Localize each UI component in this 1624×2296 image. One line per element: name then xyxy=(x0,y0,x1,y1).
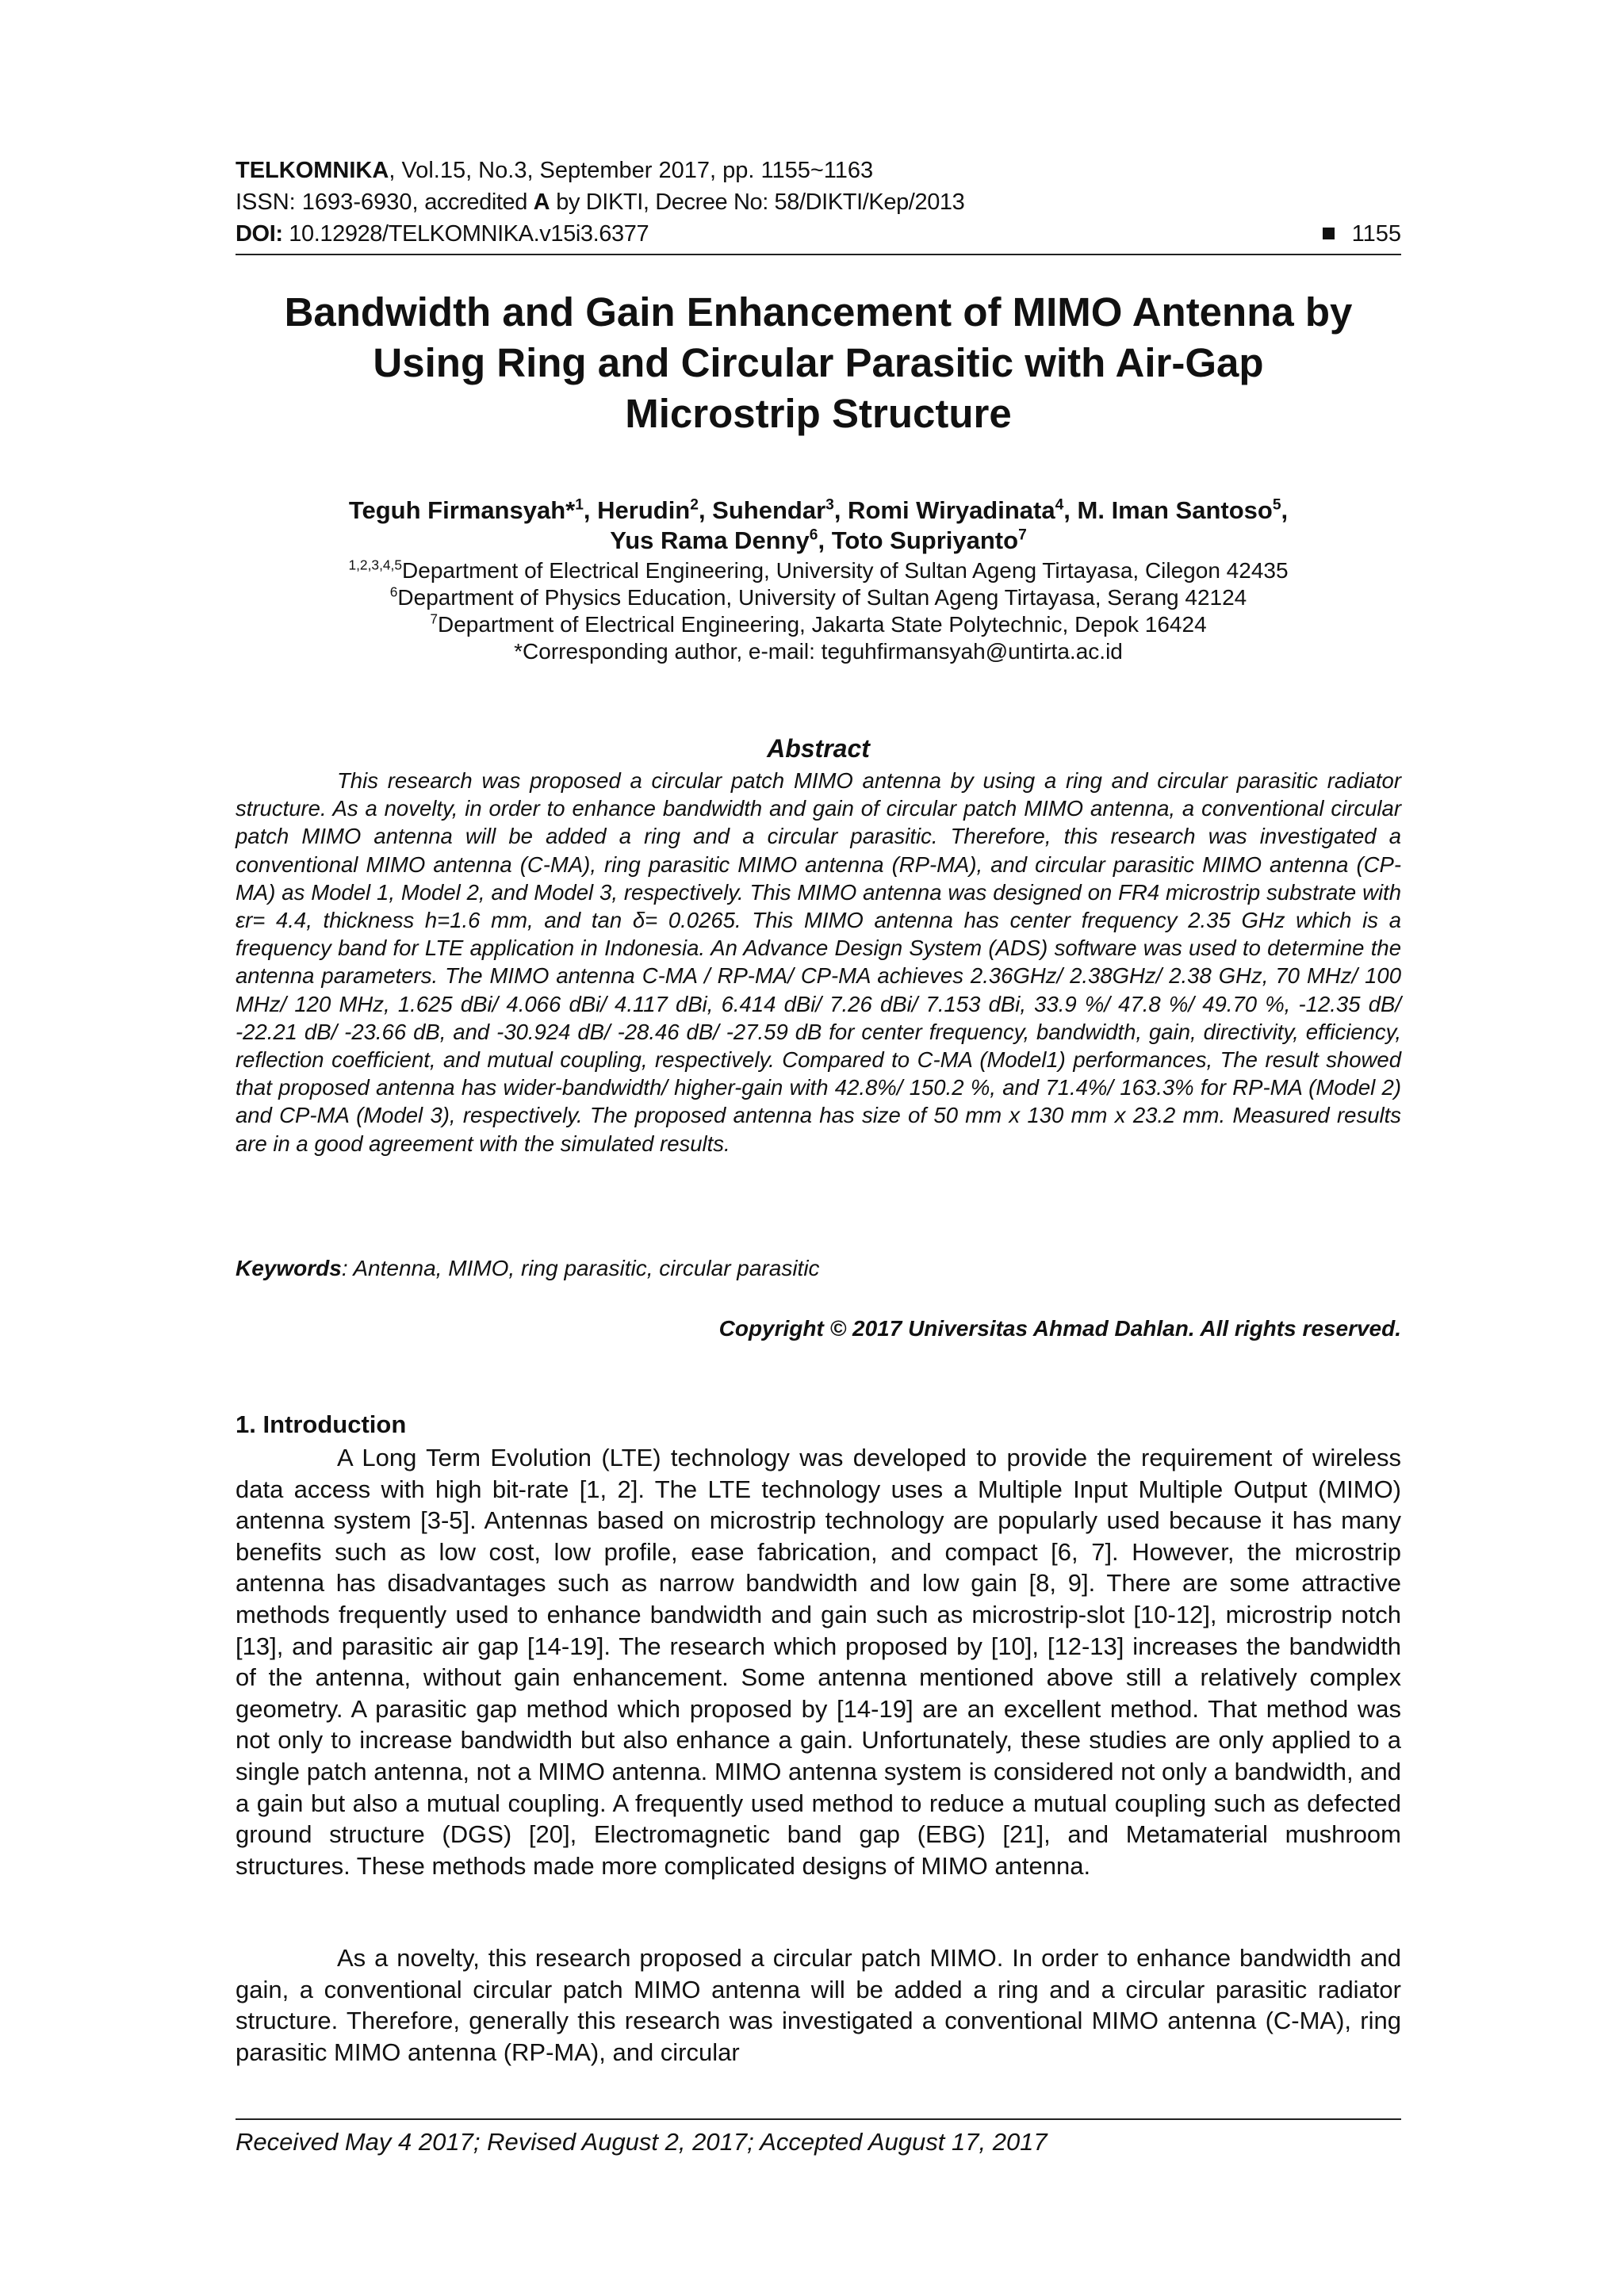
author-sup: 4 xyxy=(1055,496,1064,514)
author-line-2 xyxy=(236,526,1401,556)
affil-sup: 6 xyxy=(389,584,398,600)
affil-text: Department of Electrical Engineering, Jakarta State Polytechnic, Depok 16424 xyxy=(438,612,1207,637)
abstract-heading: Abstract xyxy=(767,734,870,763)
affil-sup: 1,2,3,4,5 xyxy=(348,557,403,573)
received-dates: Received May 4 2017; Revised August 2, 2017; Accepted August 17, 2017 xyxy=(236,2128,1048,2156)
corresponding-author: *Corresponding author, e-mail: teguhfirmansyah@untirta.ac.id xyxy=(514,639,1123,664)
header-rule xyxy=(236,254,1401,255)
journal-name: TELKOMNIKA xyxy=(236,158,389,183)
volume-info: , Vol.15, No.3, September 2017, pp. 1155~1163 xyxy=(389,158,874,183)
author-sup: 6 xyxy=(809,526,818,544)
author-sup: 1 xyxy=(575,496,584,514)
keywords xyxy=(236,1254,1401,1283)
issn-line xyxy=(236,189,1401,216)
author-name: Teguh Firmansyah* xyxy=(348,496,576,524)
author-comma: , xyxy=(1281,496,1289,524)
author-line-1 xyxy=(236,496,1401,526)
author-name: , Suhendar xyxy=(698,496,826,524)
journal-line xyxy=(236,157,1401,184)
affil-text: Department of Physics Education, University of Sultan Ageng Tirtayasa, Serang 42124 xyxy=(397,585,1247,610)
section-heading-introduction: 1. Introduction xyxy=(236,1410,407,1438)
issn: ISSN: 1693-6930, xyxy=(236,189,419,215)
decree-text: by DIKTI, Decree No: 58/DIKTI/Kep/2013 xyxy=(550,189,965,215)
author-name: Yus Rama Denny xyxy=(610,526,810,554)
accredited-text: accredited xyxy=(418,189,534,215)
keywords-label: Keywords xyxy=(236,1256,342,1280)
author-sup: 2 xyxy=(690,496,699,514)
accred-grade: A xyxy=(533,189,550,215)
author-list xyxy=(236,496,1401,556)
doi-value: 10.12928/TELKOMNIKA.v15i3.6377 xyxy=(282,221,649,247)
intro-paragraph-2: As a novelty, this research proposed a circular patch MIMO. In order to enhance bandwidth and gain, a conventional circular patch MIMO antenna will be added a ring and a circular parasitic radiator structure. Therefore, generally this research was investigated a conventional MIMO antenna (C-MA), ring parasitic MIMO antenna (RP-MA), and circular xyxy=(236,1944,1401,2066)
paper-title xyxy=(236,287,1401,439)
title-line-1: Bandwidth and Gain Enhancement of MIMO Antenna by xyxy=(284,289,1353,335)
author-name: , Herudin xyxy=(583,496,691,524)
affiliations xyxy=(236,557,1401,665)
square-bullet-icon xyxy=(1323,228,1335,239)
affiliation-2 xyxy=(236,584,1401,611)
author-name: , Romi Wiryadinata xyxy=(833,496,1055,524)
doi-label: DOI: xyxy=(236,221,283,247)
author-name: , M. Iman Santoso xyxy=(1063,496,1273,524)
affiliation-1 xyxy=(236,557,1401,584)
page-number: 1155 xyxy=(1351,221,1401,247)
author-sup: 3 xyxy=(825,496,834,514)
footer-rule xyxy=(236,2118,1401,2120)
affil-sup: 7 xyxy=(430,610,438,627)
page-number-block xyxy=(1323,220,1401,247)
doi-line xyxy=(236,220,1401,247)
author-name: , Toto Supriyanto xyxy=(818,526,1019,554)
title-line-3: Microstrip Structure xyxy=(625,391,1012,436)
affil-text: Department of Electrical Engineering, University of Sultan Ageng Tirtayasa, Cilegon 42435 xyxy=(402,558,1289,583)
title-line-2: Using Ring and Circular Parasitic with Air-Gap xyxy=(373,340,1264,385)
author-sup: 7 xyxy=(1018,526,1027,544)
affiliation-3 xyxy=(236,611,1401,638)
intro-paragraph-1: A Long Term Evolution (LTE) technology was developed to provide the requirement of wireless data access with high bit-rate [1, 2]. The LTE technology uses a Multiple Input Multiple Output (MIMO) antenna system [3-5]. Antennas based on microstrip technology are popularly used because it has many benefits such as low cost, low profile, ease fabrication, and compact [6, 7]. However, the microstrip antenna has disadvantages such as narrow bandwidth and low gain [8, 9]. There are some attractive methods frequently used to enhance bandwidth and gain such as microstrip-slot [10-12], microstrip notch [13], and parasitic air gap [14-19]. The research which proposed by [10], [12-13] increases the bandwidth of the antenna, without gain enhancement. Some antenna mentioned above still a relatively complex geometry. A parasitic gap method which proposed by [14-19] are an excellent method. That method was not only to increase bandwidth but also enhance a gain. Unfortunately, these studies are only applied to a single patch antenna, not a MIMO antenna. MIMO antenna system is considered not only a bandwidth, and a gain but also a mutual coupling. A frequently used method to reduce a mutual coupling such as defected ground structure (DGS) [20], Electromagnetic band gap (EBG) [21], and Metamaterial mushroom structures. These methods made more complicated designs of MIMO antenna. xyxy=(236,1444,1401,1880)
abstract-text: This research was proposed a circular patch MIMO antenna by using a ring and circular parasitic radiator structure. As a novelty, in order to enhance bandwidth and gain of circular patch MIMO antenna, a conventional circular patch MIMO antenna will be added a ring and a circular parasitic. Therefore, this research was investigated a conventional MIMO antenna (C-MA), ring parasitic MIMO antenna (RP-MA), and circular parasitic MIMO antenna (CP-MA) as Model 1, Model 2, and Model 3, respectively. This MIMO antenna was designed on FR4 microstrip substrate with εr= 4.4, thickness h=1.6 mm, and tan δ= 0.0265. This MIMO antenna has center frequency 2.35 GHz which is a frequency band for LTE application in Indonesia. An Advance Design System (ADS) software was used to determine the antenna parameters. The MIMO antenna C-MA / RP-MA/ CP-MA achieves 2.36GHz/ 2.38GHz/ 2.38 GHz, 70 MHz/ 100 MHz/ 120 MHz, 1.625 dBi/ 4.066 dBi/ 4.117 dBi, 6.414 dBi/ 7.26 dBi/ 7.153 dBi, 33.9 %/ 47.8 %/ 49.70 %, -12.35 dB/ -22.21 dB/ -23.66 dB, and -30.924 dB/ -28.46 dB/ -27.59 dB for center frequency, bandwidth, gain, directivity, efficiency, reflection coefficient, and mutual coupling, respectively. Compared to C-MA (Model1) performances, The result showed that proposed antenna has wider-bandwidth/ higher-gain with 42.8%/ 150.2 %, and 71.4%/ 163.3% for RP-MA (Model 2) and CP-MA (Model 3), respectively. The proposed antenna has size of 50 mm x 130 mm x 23.2 mm. Measured results are in a good agreement with the simulated results. xyxy=(236,768,1401,1156)
author-sup: 5 xyxy=(1272,496,1281,514)
copyright-notice: Copyright © 2017 Universitas Ahmad Dahlan. All rights reserved. xyxy=(718,1316,1401,1341)
keywords-text: : Antenna, MIMO, ring parasitic, circular parasitic xyxy=(341,1256,820,1280)
